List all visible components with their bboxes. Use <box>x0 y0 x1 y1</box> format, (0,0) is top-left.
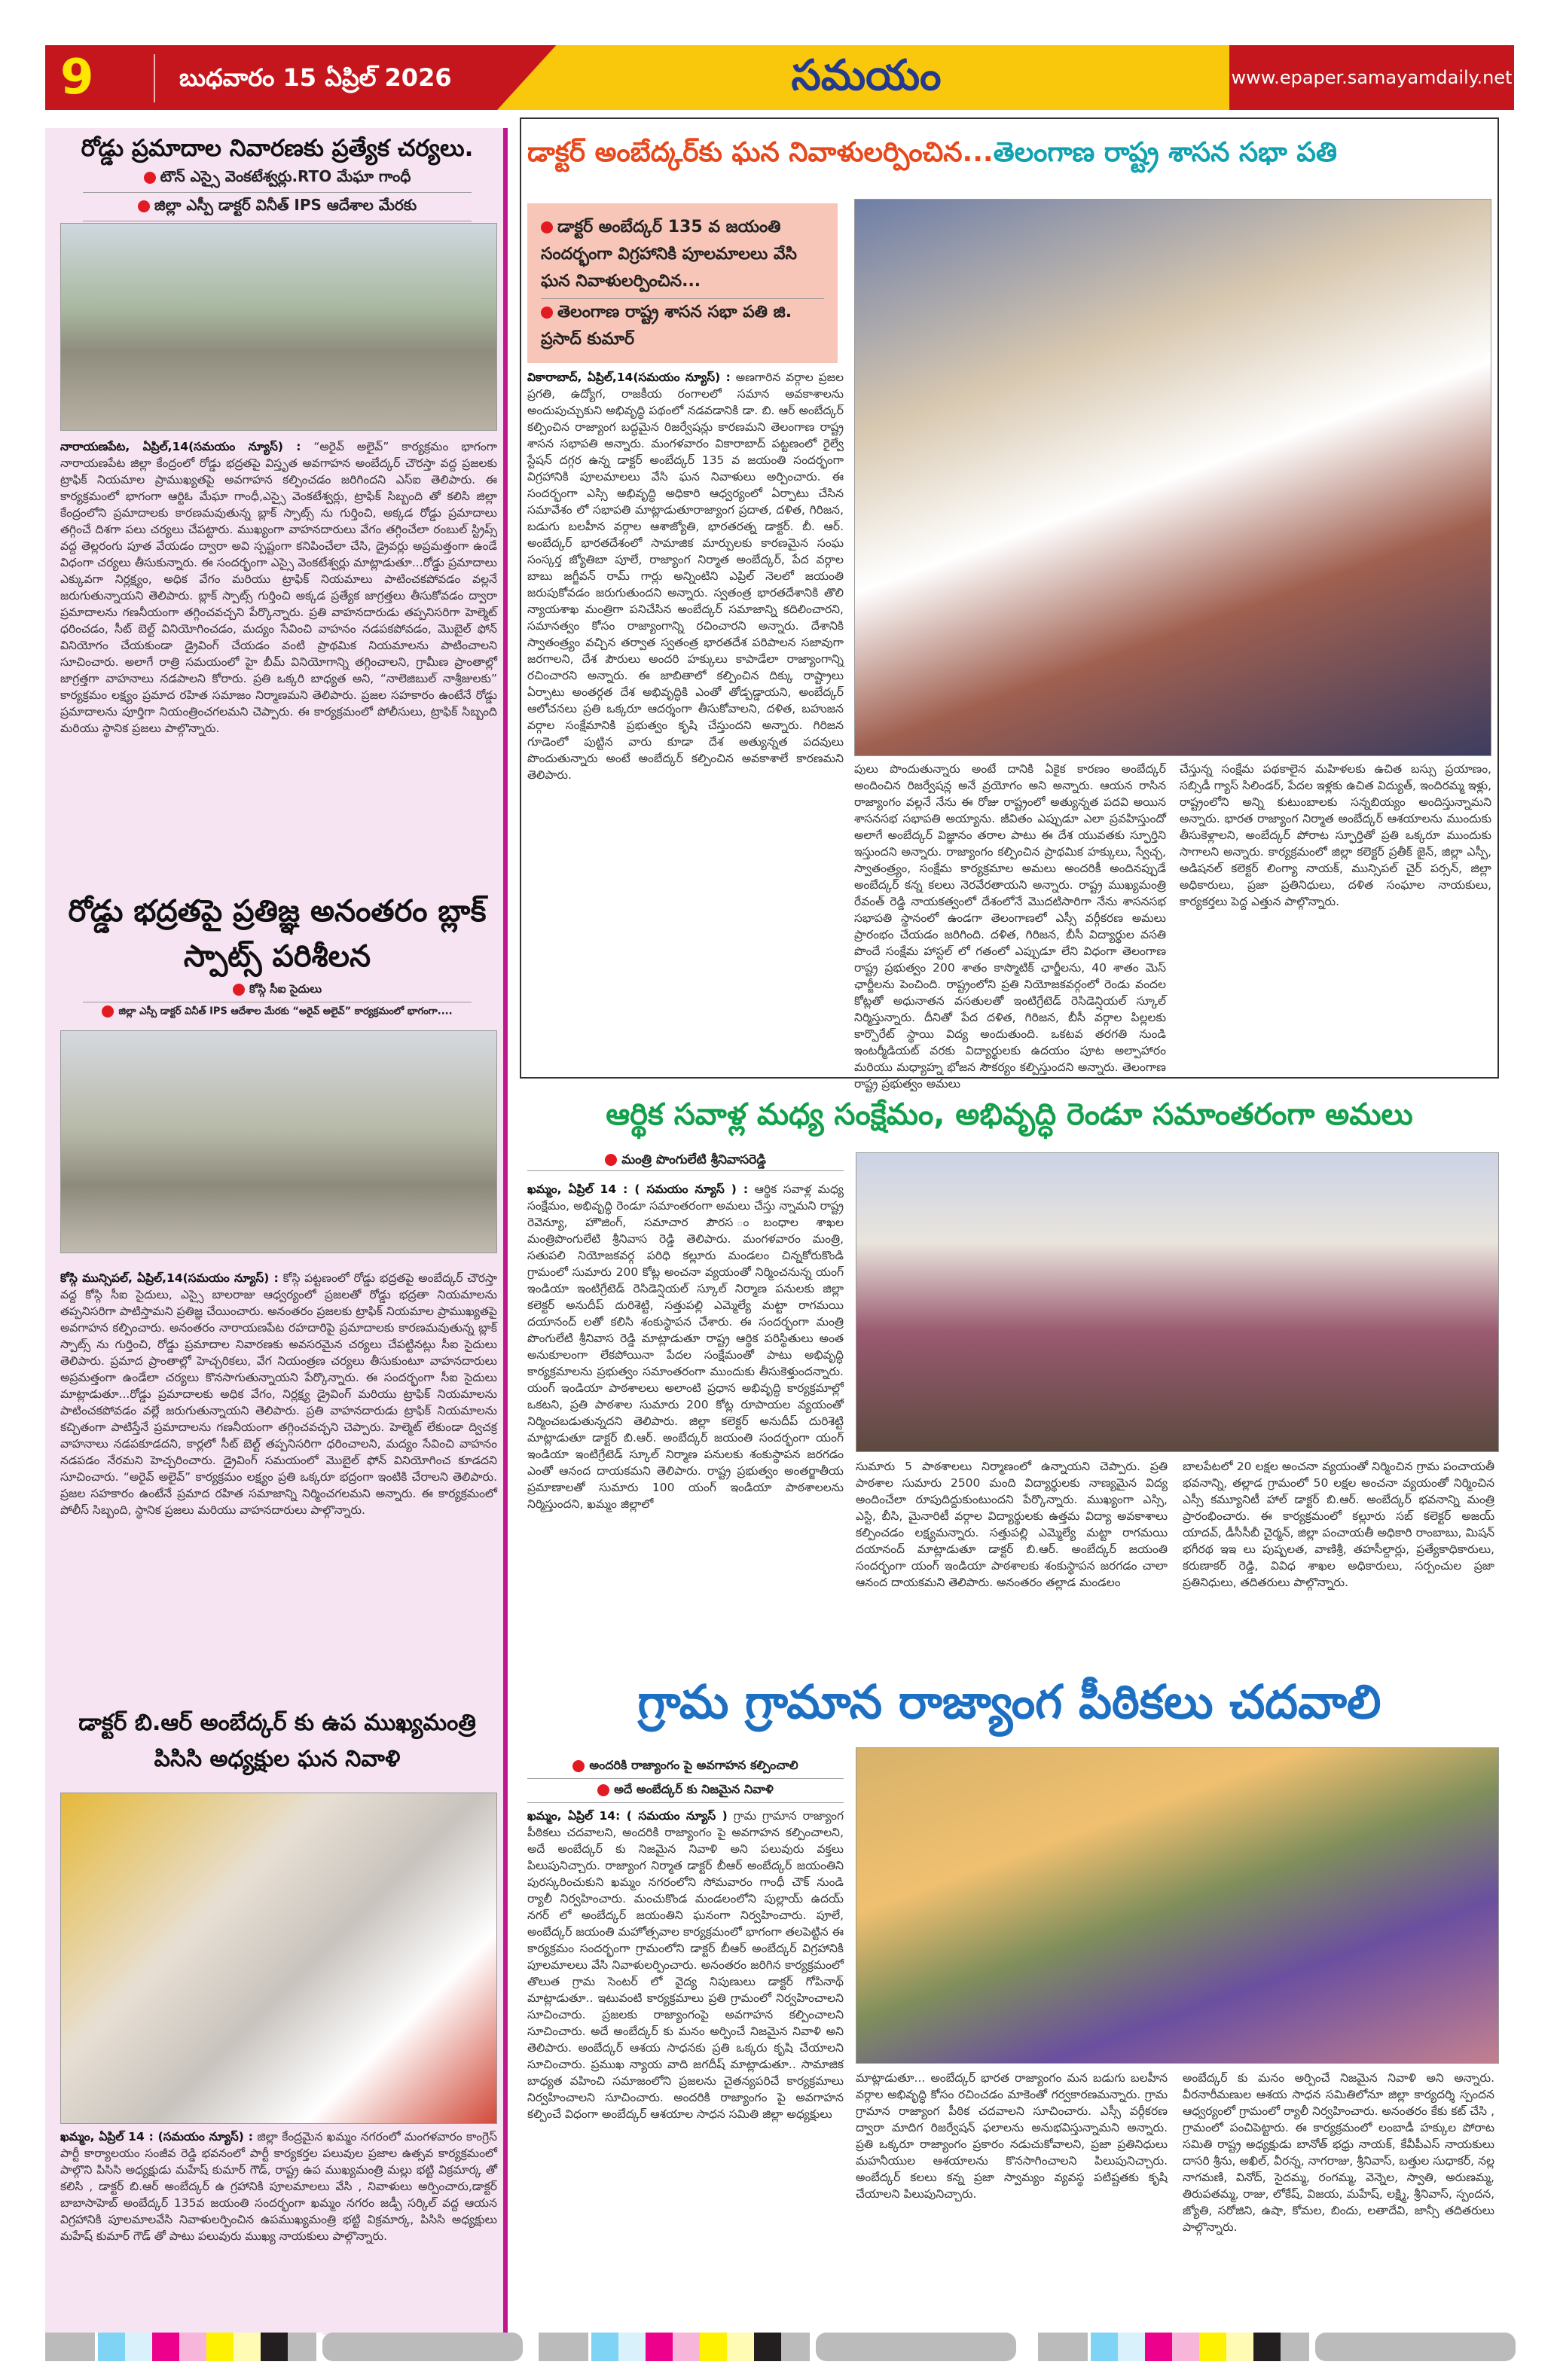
header-divider <box>154 54 155 102</box>
subheadline-text: అందరికి రాజ్యాంగం పై అవగాహన కల్పించాలి <box>589 1758 798 1772</box>
callout-box <box>527 203 838 363</box>
epaper-url[interactable]: www.epaper.samayamdaily.net <box>1231 67 1513 88</box>
dateline: ఖమ్మం, ఏప్రిల్ 14 : (సమయం న్యూస్) : <box>60 2130 253 2144</box>
subheadline <box>83 1002 472 1023</box>
article-body-col2 <box>856 2070 1168 2327</box>
article-body-col3 <box>1183 1458 1494 1651</box>
subheadlines <box>527 1755 844 1803</box>
dateline: కోస్గి మున్సిపల్, ఏప్రిల్,14(సమయం న్యూస్) : <box>60 1271 279 1285</box>
body-text: కోస్గి పట్టణంలో రోడ్డు భద్రతపై అంబేద్కర్ చౌరస్తా వద్ద కోస్గి సీఐ సైదులు, ఎస్సై బాలరాజు ఆధ్వర్యంలో ప్రజలతో రోడ్డు భద్రతా నియమాలను తప్పనిసరిగా పాటిస్తామని ప్రతిజ్ఞ చేయించారు. అనంతరం ప్రజలకు ట్రాఫిక్ నియమాల ప్రాముఖ్యతపై అవగాహన కల్పించారు. అనంతరం నారాయణపేట రహదారిపై ప్రమాదాలకు కారణమవుతున్న బ్లాక్ స్పాట్స్ ను గుర్తించి, రోడ్డు ప్రమాదాల నివారణకు అవసరమైన చర్యలు చేపట్టినట్లు సీఐ సైదులు తెలిపారు. ప్రమాద ప్రాంతాల్లో హెచ్చరికలు, వేగ నియంత్రణ చర్యలు తీసుకుంటూ వాహనదారులు అప్రమత్తంగా ఉండేలా చర్యలు కొనసాగుతున్నాయని పేర్కొన్నారు. ఈ సందర్భంగా సీఐ సైదులు మాట్లాడుతూ...రోడ్డు ప్రమాదాలకు అధిక వేగం, నిర్లక్ష్య డ్రైవింగ్ మరియు ట్రాఫిక్ నియమాలను పాటించకపోవడం వల్లే జరుగుతున్నాయని తెలిపారు. ప్రతి వాహనదారుడు ట్రాఫిక్ నియమాలను కచ్చితంగా పాటిస్తేనే ప్రమాదాలను గణనీయంగా తగ్గించవచ్చని చెప్పారు. హెల్మెట్ లేకుండా ద్విచక్ర వాహనాలు నడపకూడదని, కార్లలో సీట్ బెల్ట్ తప్పనిసరిగా ధరించాలని, మద్యం సేవించి వాహనం నడపడం నేరమని హెచ్చరించారు. డ్రైవింగ్ సమయంలో మొబైల్ ఫోన్ వినియోగించ కూడదని సూచించారు. “అరైవ్ అలైవ్” కార్యక్రమం లక్ష్యం ప్రతి ఒక్కరూ భద్రంగా ఇంటికి చేరాలని తెలిపారు. ప్రజల సహకారం ఉంటేనే ప్రమాద రహిత సమాజాన్ని నిర్మించగలమని అన్నారు. ఈ కార్యక్రమంలో పోలీస్ సిబ్బంది, స్థానిక ప్రజలు మరియు వాహనదారులు పాల్గొన్నారు. <box>60 1271 497 1517</box>
subheadline-text: జిల్లా ఎస్పీ డాక్టర్ వినీత్ IPS ఆదేశాల మేరకు <box>154 196 417 214</box>
body-text: జిల్లా కేంద్రమైన ఖమ్మం నగరంలో మంగళవారం కాంగ్రెస్ పార్టీ కార్యాలయం సంజీవ రెడ్డి భవనంలో పార్టీ కార్యకర్తల పలువుల ప్రజాల ఉత్సవ కార్యక్రమంలో పాల్గొని పిసిసి అధ్యక్షుడు మహేష్ కుమార్ గౌడ్, రాష్ట్ర ఉప ముఖ్యమంత్రి మల్లు భట్టి విక్రమార్క తో కలిసి , డాక్టర్ బి.ఆర్ అంబేద్కర్ ఉ గ్రహానికి పూలమాలలు వేసి , నివాళులు అర్పించారు,డాక్టర్ బాబాసాహెబ్ అంబేద్కర్ 135వ జయంతి సందర్భంగా ఖమ్మం నగరం జడ్పీ సర్కిల్ వద్ద ఆయన విగ్రహానికి పూలమాలవేసి నివాళులర్పించిన ఉపముఖ్యమంత్రి భట్టి విక్రమార్క, పిసిసి అధ్యక్షులు మహేష్ కుమార్ గౌడ్ తో పాటు పలువురు ముఖ్య నాయకులు పాల్గొన్నారు. <box>60 2130 497 2243</box>
headline-part-2: తెలంగాణ రాష్ట్ర శాసన సభా పతి <box>993 137 1338 168</box>
article-ambedkar-tribute-khammam <box>53 1705 502 1777</box>
article-body-col1 <box>527 1808 844 2327</box>
subheadline <box>83 979 472 1002</box>
photo-ambedkar-statue-leaders <box>60 1793 497 2124</box>
headline-part-1: డాక్టర్ అంబేద్కర్‌కు ఘన నివాళులర్పించిన... <box>527 137 994 168</box>
headline: రోడ్డు ప్రమాదాల నివారణకు ప్రత్యేక చర్యలు. <box>81 135 474 162</box>
bullet-icon <box>541 307 553 319</box>
callout-text: డాక్టర్ అంబేద్కర్ 135 వ జయంతి సందర్భంగా విగ్రహానికి పూలమాలలు వేసి ఘన నివాళులర్పించిన... <box>541 218 797 291</box>
page-number: 9 <box>60 50 94 105</box>
dateline: ఖమ్మం, ఏప్రిల్ 14 : ( సమయం న్యూస్ ) : <box>527 1182 749 1196</box>
issue-date: బుధవారం 15 ఏప్రిల్ 2026 <box>179 63 452 92</box>
body-text: గ్రామ గ్రామాన రాజ్యాంగ పీఠికలు చదవాలని, అందరికి రాజ్యాంగం పై అవగాహన కల్పించాలని, అదే అంబేద్కర్ కు నిజమైన నివాళి అని పలువురు వక్తలు పిలుపునిచ్చారు. రాజ్యాంగ నిర్మాత డాక్టర్ బీఆర్ అంబేద్కర్ జయంతిని పురస్కరించుకుని ఖమ్మం నగరంలోని సోమవారం గాంధీ చౌక్ నుండి ర్యాలీ నిర్వహించారు. మంచుకొండ మండలంలోని పుల్లాయ్ ఉదయ్ నగర్ లో అంబేద్కర్ జయంతిని ఘనంగా నిర్వహించారు. పూలే, అంబేద్కర్ జయంతి మహోత్సవాల కార్యక్రమంలో భాగంగా తలపెట్టిన ఈ కార్యక్రమం సందర్భంగా గ్రామంలోని డాక్టర్ బీఆర్ అంబేద్కర్ విగ్రహానికి పూలమాలలు వేసి నివాళులర్పించారు. అనంతరం జరిగిన కార్యక్రమంలో తొలుత గ్రామ సెంటర్ లో వైద్య నిపుణులు డాక్టర్ గోపినాథ్ మాట్లాడుతూ.. ఇటువంటి కార్యక్రమాలు ప్రతి గ్రామంలో నిర్వహించాలని సూచించారు. ప్రజలకు రాజ్యాంగంపై అవగాహన కల్పించాలని సూచించారు. అదే అంబేద్కర్ కు మనం అర్పించే నిజమైన నివాళి అని తెలిపారు. అంబేద్కర్ ఆశయ సాధనకు ప్రతి ఒక్కరు కృషి చేయాలని సూచించారు. ప్రముఖ న్యాయ వాది జగదీష్ మాట్లాడుతూ.. సామాజిక బాధ్యత వహించి సమాజంలోని ప్రజలను చైతన్యపరిచే కార్యక్రమాలు నిర్వహించాలని సూచించారు. అందరికి రాజ్యాంగం పై అవగాహన కల్పించే విధంగా అంబేద్కర్ ఆశయాల సాధన సమితి జిల్లా అధ్యక్షులు <box>527 1809 844 2121</box>
body-text: మాట్లాడుతూ... అంబేద్కర్ భారత రాజ్యాంగం మన బడుగు బలహీన వర్గాల అభివృద్ధి కోసం రచించడం మాకెంతో గర్వకారణమన్నారు. గ్రామ గ్రామాన రాజ్యాంగ పీఠిక చదవాలని సూచించారు. ఎస్సీ వర్గీకరణ ద్వారా మాదిగ రిజర్వేషన్ ఫలాలను అనుభవిస్తున్నామని అన్నారు. ప్రతి ఒక్కరూ రాజ్యాంగం ప్రకారం నడుచుకోవాలని, ప్రజా ప్రతినిధులు మహనీయుల ఆశయాలను కొనసాగించాలని పిలుపునిచ్చారు. అంబేద్కర్ కలలు కన్న ప్రజా స్వామ్యం వ్యవస్థ పటిష్టతకు కృషి చేయాలని పిలుపునిచ్చారు. <box>856 2071 1168 2201</box>
headline: డాక్టర్ బి.ఆర్ అంబేద్కర్ కు ఉప ముఖ్యమంత్రి పిసిసి అధ్యక్షుల ఘన నివాళి <box>78 1710 476 1772</box>
callout-item <box>541 298 824 353</box>
body-text: సుమారు 5 పాఠశాలలు నిర్మాణంలో ఉన్నాయని చెప్పారు. ప్రతి పాఠశాల సుమారు 2500 మంది విద్యార్థులకు నాణ్యమైన విద్య అందించేలా రూపుదిద్దుకుంటుందని పేర్కొన్నారు. ముఖ్యంగా ఎస్సి, ఎస్టి, బీసి, మైనారిటీ వర్గాల విద్యార్థులకు ఉత్తమ విద్యా అవకాశాలు కల్పించడం లక్ష్యమన్నారు. సత్తుపల్లి ఎమ్మెల్యే మట్టా రాగమయి దయానంద్ మాట్లాడుతూ డాక్టర్ బి.ఆర్. అంబేద్కర్ జయంతి సందర్భంగా యంగ్ ఇండియా పాఠశాలకు శంకుస్థాపన జరగడం చాలా ఆనంద దాయకమని తెలిపారు. అనంతరం తల్లాడ మండలం <box>856 1460 1168 1589</box>
photo-police-road-marking <box>60 223 497 431</box>
article-body <box>60 2128 497 2326</box>
print-color-bar <box>539 2333 1016 2361</box>
article-body-col2 <box>856 1458 1168 1651</box>
body-text: అంబేద్కర్ కు మనం అర్పించే నిజమైన నివాళి అని అన్నారు. వీరనారీమణుల ఆశయ సాధన సమితిలోనూ జిల్లా కార్యదర్శి స్పందన ఆధ్వర్యంలో గ్రామంలో ర్యాలీ నిర్వహించారు. అనంతరం కేకు కట్ చేసి , గ్రామంలో పంచిపెట్టారు. ఈ కార్యక్రమంలో లంబాడీ హక్కుల పోరాట సమితి రాష్ట్ర అధ్యక్షుడు బానోత్ భధ్రు నాయక్, కేవీపీఎస్ నాయకులు దాసరి శ్రీను, అఖిల్, వీరన్న, నాగరాజు, శ్రీనివాస్, బత్తుల సుధాకర్, నల్ల నాగమణి, వినోద్, సైదమ్మ, రంగమ్మ, వెన్నెల, స్వాతి, అరుణమ్మ, తిరుపతమ్మ, రాజు, లోకేష్, విజయ, మహేష్, లక్ష్మి, శ్రీనివాస్, స్పందన, జ్యోతి, సరోజిని, ఉషా, కోమల, బిందు, లతాదేవి, జాన్సీ తదితరులు పాల్గొన్నారు. <box>1183 2071 1494 2234</box>
headline: ఆర్థిక సవాళ్ల మధ్య సంక్షేమం, అభివృద్ధి రెండూ సమాంతరంగా అమలు <box>606 1097 1413 1132</box>
subheadline-text: జిల్లా ఎస్పీ డాక్టర్ వినీత్ IPS ఆదేశాల మేరకు “అరైవ్ అలైవ్” కార్యక్రమంలో భాగంగా.... <box>118 1005 453 1018</box>
subheadline <box>83 193 472 221</box>
body-text: పులు పొందుతున్నారు అంటే దానికి ఏకైక కారణం అంబేద్కర్ అందించిన రిజర్వేషన్ల అనే వ్రయోగం అని అన్నారు. ఆయన రాసిన రాజ్యాంగం వల్లనే నేను ఈ రోజు రాష్ట్రంలో అత్యున్నత పదవి అయిన శాసనసభ సభాపతి అయ్యాను. జీవితం ఎప్పుడూ ఎలా ప్రవహిస్తుందో అలాగే అంబేద్కర్ విజ్ఞానం తరాల పాటు ఈ దేశ యువతకు స్ఫూర్తిని ఇస్తుందని అన్నారు. రాజ్యాంగం కల్పించిన ప్రాథమిక హక్కులు, స్వేచ్ఛ, స్వాతంత్ర్యం, సంక్షేమ కార్యక్రమాల అమలు అందరికీ అందినప్పుడే అంబేద్కర్ కన్న కలలు నెరవేరతాయని అన్నారు. రాష్ట్ర ముఖ్యమంత్రి రేవంత్ రెడ్డి నాయకత్వంలో దేశంలోనే మొదటిసారిగా నేను శాసనసభ సభాపతి స్థానంలో ఉండగా తెలంగాణలో ఎస్సీ వర్గీకరణ అమలు ప్రారంభం చేయడం జరిగింది. దళిత, గిరిజన, బీసీ విద్యార్థుల వసతి పొందే సంక్షేమ హాస్టల్ లో గతంలో ఎప్పుడూ లేని విధంగా తెలంగాణ రాష్ట్ర ప్రభుత్వం 200 శాతం కాస్మొటిక్ ఛార్జీలను, 40 శాతం మెస్ ఛార్జీలను పెంచింది. రాష్ట్రంలోని ప్రతి నియోజకవర్గంలో రెండు వందల కోట్లతో అధునాతన వసతులతో ఇంటిగ్రేటెడ్ రెసిడెన్షియల్ స్కూల్ నిర్మిస్తున్నారు. దీనితో పేద దళిత, గిరిజన, బీసీ వర్గాల పిల్లలకు కార్పొరేట్ స్థాయి విద్య అందుతుంది. ఒకటవ తరగతి నుండి ఇంటర్మీడియట్ వరకు విద్యార్థులకు ఉదయం పూట అల్పాహారం మరియు మధ్యాహ్న భోజన సౌకర్యం కల్పిస్తుందని అన్నారు. తెలంగాణ రాష్ట్ర ప్రభుత్వం అమలు <box>854 762 1166 1091</box>
subheadline-text: టౌన్ ఎస్సై వెంకటేశ్వర్లు.RTO మేఘా గాంధీ <box>160 167 411 185</box>
body-text: చేస్తున్న సంక్షేమ పథకాలైన మహిళలకు ఉచిత బస్సు ప్రయాణం, సబ్సిడీ గ్యాస్ సిలిండర్, పేదల ఇళ్లకు ఉచిత విద్యుత్, ఇందిరమ్మ ఇళ్లు, రాష్ట్రంలోని అన్ని కుటుంబాలకు సన్నబియ్యం అందిస్తున్నామని అన్నారు. భారత రాజ్యాంగ నిర్మాత అంబేద్కర్ ఆశయాలను ముందుకు తీసుకెళ్లాలని, అంబేద్కర్ పోరాట స్ఫూర్తితో ప్రతి ఒక్కరూ ముందుకు సాగాలని అన్నారు. కార్యక్రమంలో జిల్లా కలెక్టర్ ప్రతీక్ జైన్, జిల్లా ఎస్పీ, అడిషనల్ కలెక్టర్ లింగ్యా నాయక్, మున్సిపల్ చైర్ పర్సన్, జిల్లా అధికారులు, ప్రజా ప్రతినిధులు, దళిత సంఘాల నాయకులు, కార్యకర్తలు పెద్ద ఎత్తున పాల్గొన్నారు. <box>1180 762 1491 908</box>
masthead-logo: సమయం <box>791 51 942 100</box>
bullet-icon <box>605 1154 617 1166</box>
bullet-icon <box>541 221 553 233</box>
photo-arrive-alive-pledge <box>60 1030 497 1253</box>
article-body-col1 <box>527 369 844 1069</box>
body-text: “అరైవ్ అలైవ్” కార్యక్రమం భాగంగా నారాయణపేట జిల్లా కేంద్రంలో రోడ్డు భద్రతపై విస్తృత అవగాహన అంబేద్కర్ చౌరస్తా వద్ద ప్రజలకు ట్రాఫిక్ నియమాల ప్రాముఖ్యతపై అవగాహన కల్పించడం జరిగిందని ఎస్ఐ తెలిపారు. ఈ కార్యక్రమంలో భాగంగా ఆర్టిఓ మేఘా గాంధీ,ఎస్సై వెంకటేశ్వర్లు, ట్రాఫిక్ సిబ్బంది తో కలిసి జిల్లా కేంద్రంలోని ప్రమాదాలకు కారణమవుతున్న బ్లాక్ స్పాట్స్ ను గుర్తించి, అక్కడ రోడ్డు ప్రమాదాలు తగ్గించే దిశగా పలు చర్యలు చేపట్టారు. ముఖ్యంగా వాహనదారులు వేగం తగ్గించేలా రంబుల్ స్ట్రిప్స్ వద్ద తెల్లరంగు పూత వేయడం ద్వారా అవి స్పష్టంగా కనిపించేలా చేసి, డ్రైవర్లు అప్రమత్తంగా ఉండే విధంగా చర్యలు తీసుకున్నారు. ఈ సందర్భంగా ఎస్సై వెంకటేశ్వర్లు మాట్లాడుతూ...రోడ్డు ప్రమాదాలు ఎక్కువగా నిర్లక్ష్యం, అధిక వేగం మరియు ట్రాఫిక్ నియమాలు పాటించకపోవడం వల్లనే జరుగుతున్నాయని తెలిపారు. బ్లాక్ స్పాట్స్ గుర్తించి అక్కడ ప్రత్యేక జాగ్రత్తలు తీసుకోవడం ద్వారా ప్రమాదాలను గణనీయంగా తగ్గించవచ్చని పేర్కొన్నారు. ప్రతి వాహనదారుడు తప్పనిసరిగా హెల్మెట్ ధరించడం, సీట్ బెల్ట్ వినియోగించడం, మద్యం సేవించి వాహనం నడపకపోవడం, మొబైల్ ఫోన్ వినియోగం చేయకుండా డ్రైవింగ్ చేయడం వంటి ప్రాథమిక నియమాలను పాటించాలని సూచించారు. అలాగే రాత్రి సమయంలో హై బీమ్ వినియోగాన్ని తగ్గించాలని, గ్రామీణ ప్రాంతాల్లో జాగ్రత్తగా వాహనాలు నడపాలని కోరారు. ప్రతి ఒక్కరి బాధ్యత అని, “నాలెజిబుల్ నాశ్రీజులకు” కార్యక్రమం లక్ష్యం ప్రమాద రహిత సమాజం నిర్మాణమని తెలిపారు. ప్రజల సహకారం ఉంటేనే రోడ్డు ప్రమాదాలను పూర్తిగా నియంత్రించగలమని చెప్పారు. ఈ కార్యక్రమంలో పోలీసులు, ట్రాఫిక్ సిబ్బంది మరియు స్థానిక ప్రజలు పాల్గొన్నారు. <box>60 440 497 735</box>
print-color-bar <box>1038 2333 1516 2361</box>
article-road-safety-pledge <box>53 889 502 1023</box>
headline: రోడ్డు భద్రతపై ప్రతిజ్ఞ అనంతరం బ్లాక్ స్పాట్స్ పరిశీలన <box>68 894 487 974</box>
dateline: నారాయణపేట, ఏప్రిల్,14(సమయం న్యూస్) : <box>60 440 301 453</box>
subheadline <box>83 164 472 193</box>
bullet-icon <box>102 1005 114 1018</box>
bullet-icon <box>144 172 156 184</box>
photo-ambedkar-portrait-garlanding <box>854 199 1491 756</box>
callout-item <box>541 214 824 295</box>
subheadline <box>527 1755 844 1779</box>
subheadline <box>527 1779 844 1803</box>
photo-constitution-rally <box>856 1747 1499 2064</box>
article-road-accidents <box>53 133 502 221</box>
article-body-col3 <box>1183 2070 1494 2327</box>
dateline: వికారాబాద్, ఏప్రిల్,14(సమయం న్యూస్) : <box>527 371 731 384</box>
body-text: అణగారిన వర్గాల ప్రజల ప్రగతి, ఉద్యోగ, రాజకీయ రంగాలలో సమాన అవకాశాలను అందుపుచ్చుకుని అభివృద్ధి పథంలో నడవడానికి డా. బి. ఆర్ అంబేద్కర్ కల్పించిన రాజ్యాంగ బద్ధమైన రిజర్వేషన్లు కారణమని తెలంగాణ రాష్ట్ర శాసన సభాపతి అన్నారు. మంగళవారం వికారాబాద్ పట్టణంలో రైల్వే స్టేషన్ దగ్గర ఉన్న డాక్టర్ అంబేద్కర్ 135 వ జయంతి సందర్భంగా విగ్రహానికి పూలమాలలు వేసి ఘన నివాళులు అర్పించారు. ఈ సందర్భంగా ఎస్సి అభివృద్ధి అధికారి ఆధ్వర్యంలో ఏర్పాటు చేసిన సమావేశం లో సభాపతి మాట్లాడుతూరాజ్యాంగ ప్రదాత, దళిత, గిరిజన, బడుగు బలహీన వర్గాల ఆశాజ్యోతి, భారతరత్న డాక్టర్. బీ. ఆర్. అంబేద్కర్ భారతదేశంలో సామాజిక మార్పులకు కారణమైన సంఘ సంస్కర్త జ్యోతిబా పూలే, రాజ్యాంగ నిర్మాత అంబేద్కర్, పేద వర్గాల బాబు జగ్జీవన్ రామ్ గార్లు అన్నింటిని ఎప్రిల్ నెలలో జయంతి జరుపుకోవడం జరుగుతుందని అన్నారు. స్వతంత్ర భారతదేశానికి తొలి న్యాయశాఖ మంత్రిగా పనిచేసిన అంబేద్కర్ సమాజాన్ని కదిలించారని, సమానత్వం కోసం రాజ్యాంగాన్ని రచించారని అన్నారు. దేశానికి స్వాతంత్ర్యం వచ్చిన తర్వాత స్వతంత్ర భారతదేశ పరిపాలన సజావుగా జరగాలని, దేశ పౌరులు అందరి హక్కులు కాపాడేలా రాజ్యాంగాన్ని రచించారని అన్నారు. ఈ జాబితాలో కల్పించిన దిక్కు రాష్ట్రాలు ఏర్పాటు అంతర్గత దేశ అభివృద్ధికి ఎంతో తోడ్పడ్డాయని, అంబేద్కర్ ఆలోచనలు ప్రతి ఒక్కరూ ఆదర్శంగా తీసుకోవాలని, దళిత, బహుజన వర్గాల సంక్షేమానికి ప్రభుత్వం కృషి చేస్తుందని అన్నారు. గిరిజన గూడెంలో పుట్టిన వారు కూడా దేశ అత్యున్నత పదవులు పొందుతున్నారు అంటే అంబేద్కర్ కల్పించిన అవకాశాలే కారణమని తెలిపారు. <box>527 371 844 782</box>
dateline: ఖమ్మం, ఏప్రిల్ 14: ( సమయం న్యూస్ ) <box>527 1809 728 1823</box>
article-body <box>60 438 497 853</box>
bullet-icon <box>572 1760 585 1772</box>
subheadline-text: మంత్రి పొంగులేటి శ్రీనివాసరెడ్డి <box>621 1152 766 1167</box>
print-color-bar <box>45 2333 523 2361</box>
headline <box>527 133 1491 173</box>
article-body-col2 <box>854 761 1166 1091</box>
body-text: ఆర్థిక సవాళ్ల మధ్య సంక్షేమం, అభివృద్ధి రెండూ సమాంతరంగా అమలు చేస్తు న్నామని రాష్ట్ర రెవెన్యూ, హౌజింగ్, సమాచార పౌరస ంబంధాల శాఖల మంత్రిపొంగులేటి శ్రీనివాస రెడ్డి తెలిపారు. మంగళవారం మంత్రి, సతుపలి నియోజకవర్గ పరిధి కల్లూరు మండలం చిన్నకోరుకొండి గ్రామంలో సుమారు 200 కోట్ల అంచనా వ్యయంతో నిర్మించనున్న యంగ్ ఇండియా ఇంటిగ్రేటెడ్ రెసిడెన్షియల్ స్కూల్ నిర్మాణ పనులకు జిల్లా కలెక్టర్ అనుదీప్ దురిశెట్టి, సత్తుపల్లి ఎమ్మెల్యే మట్టా రాగమయి దయానంద్ లతో కలిసి శంకుస్థాపన చేశారు. ఈ సందర్భంగా మంత్రి పొంగులేటి శ్రీనివాస రెడ్డి మాట్లాడుతూ రాష్ట్ర ఆర్థిక పరిస్థితులు అంత అనుకూలంగా లేకపోయినా పేదల సంక్షేమంతో పాటు అభివృద్ధి కార్యక్రమాలను ప్రభుత్వం సమాంతరంగా ముందుకు తీసుకెళ్తుందన్నారు. యంగ్ ఇండియా పాఠశాలలు అలాంటి ప్రధాన అభివృద్ధి కార్యక్రమాల్లో ఒకటని, ప్రతి పాఠశాల సుమారు 200 కోట్ల రూపాయల వ్యయంతో నిర్మించబడుతున్నదని తెలిపారు. జిల్లా కలెక్టర్ అనుదీప్ దురిశెట్టి మాట్లాడుతూ డాక్టర్ బి.ఆర్. అంబేద్కర్ జయంతి సందర్భంగా యంగ్ ఇండియా ఇంటిగ్రేటెడ్ స్కూల్ నిర్మాణ పనులకు శంకుస్థాపన జరగడం ఎంతో ఆనంద దాయకమని తెలిపారు. రాష్ట్ర ప్రభుత్వం అంతర్జాతీయ ప్రమాణాలతో సుమారు 100 యంగ్ ఇండియా పాఠశాలలను నిర్మిస్తుందని, ఖమ్మం జిల్లాలో <box>527 1182 844 1511</box>
subheadline-text: కోస్గి సీఐ సైదులు <box>249 982 322 996</box>
article-body-col1 <box>527 1181 844 1652</box>
article-body <box>60 1270 497 1699</box>
subheadline-text: అదే అంబేద్కర్ కు నిజమైన నివాళి <box>614 1782 774 1796</box>
bullet-icon <box>138 200 150 212</box>
bullet-icon <box>233 984 245 996</box>
article-body-col3 <box>1180 761 1491 1071</box>
callout-text: తెలంగాణ రాష్ట్ర శాసన సభా పతి జి. ప్రసాద్ కుమార్ <box>541 303 792 349</box>
subheadline <box>527 1152 844 1171</box>
body-text: బాలపేటలో 20 లక్షల అంచనా వ్యయంతో నిర్మించిన గ్రామ పంచాయతీ భవనాన్ని, తల్లాడ గ్రామంలో 50 లక్షల అంచనా వ్యయంతో నిర్మించిన ఎస్సీ కమ్యూనిటీ హాల్ డాక్టర్ బి.ఆర్. అంబేద్కర్ భవనాన్ని మంత్రి ప్రారంభించారు. ఈ కార్యక్రమంలో కల్లూరు సబ్ కలెక్టర్ అజయ్ యాదవ్, డీసీసీబీ చైర్మన్, జిల్లా పంచాయతీ అధికారి రాంబాబు, మిషన్ భగీరథ ఇఇ లు పుష్పలత, వాణిశ్రీ, తహసీల్దార్లు, ప్రత్యేకాధికారులు, కరుణాకర్ రెడ్డి, వివిధ శాఖల అధికారులు, సర్పంచుల ప్రజా ప్రతినిధులు, తదితరులు పాల్గొన్నారు. <box>1183 1460 1494 1589</box>
bullet-icon <box>597 1784 609 1796</box>
headline: గ్రామ గ్రామాన రాజ్యాంగ పీఠికలు చదవాలి <box>637 1674 1381 1729</box>
photo-school-foundation-stone <box>856 1152 1499 1452</box>
